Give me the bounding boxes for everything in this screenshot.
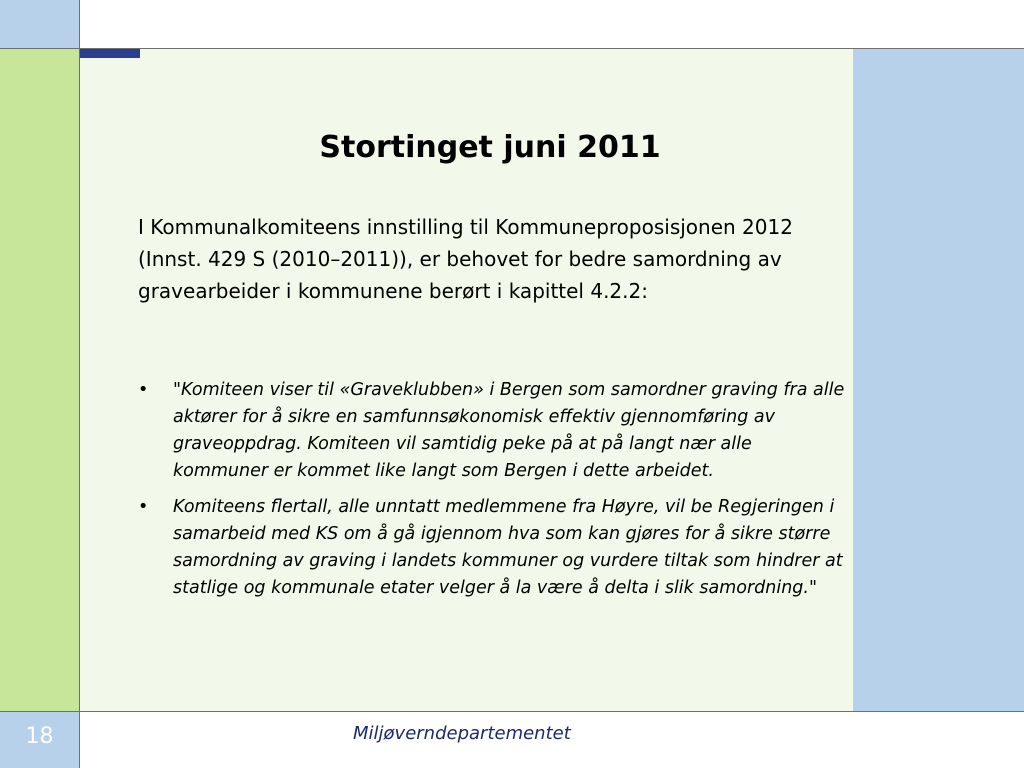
bullet-text: "Komiteen viser til «Graveklubben» i Bergen som samordner graving fra alle aktører for å sikre en samfunnsøkonomisk effektiv gjennomføring av graveoppdrag. Komiteen vil samtidig peke på at på langt nær alle kommuner er kommet like langt som Bergen i dette arbeidet.: [173, 380, 845, 481]
top-left-panel: [0, 0, 79, 48]
left-green-column: [0, 49, 79, 711]
accent-bar: [80, 49, 140, 58]
top-divider: [0, 48, 1024, 49]
bullet-item: [138, 377, 850, 485]
slide-title: Stortinget juni 2011: [319, 130, 661, 165]
bullet-item: [138, 494, 850, 602]
footer-organization: Miljøverndepartementet: [353, 723, 571, 744]
bullet-marker: •: [138, 497, 149, 517]
bullet-list: [138, 377, 850, 602]
bottom-divider: [0, 711, 1024, 712]
intro-paragraph: I Kommunalkomiteens innstilling til Kommuneproposisjonen 2012 (Innst. 429 S (2010–2011)), er behovet for bedre samordning av gravearbeider i kommunene berørt i kapittel 4.2.2:: [138, 215, 793, 303]
bullet-text: Komiteens flertall, alle unntatt medlemmene fra Høyre, vil be Regjeringen i samarbeid med KS om å gå igjennom hva som kan gjøres for å sikre større samordning av graving i landets kommuner og vurdere tiltak som hindrer at statlige og kommunale etater velger å la være å delta i slik samordning.": [173, 497, 843, 598]
bullet-marker: •: [138, 380, 149, 400]
vertical-divider: [79, 0, 80, 768]
top-bar: [80, 0, 1024, 48]
slide-number: 18: [25, 724, 54, 749]
